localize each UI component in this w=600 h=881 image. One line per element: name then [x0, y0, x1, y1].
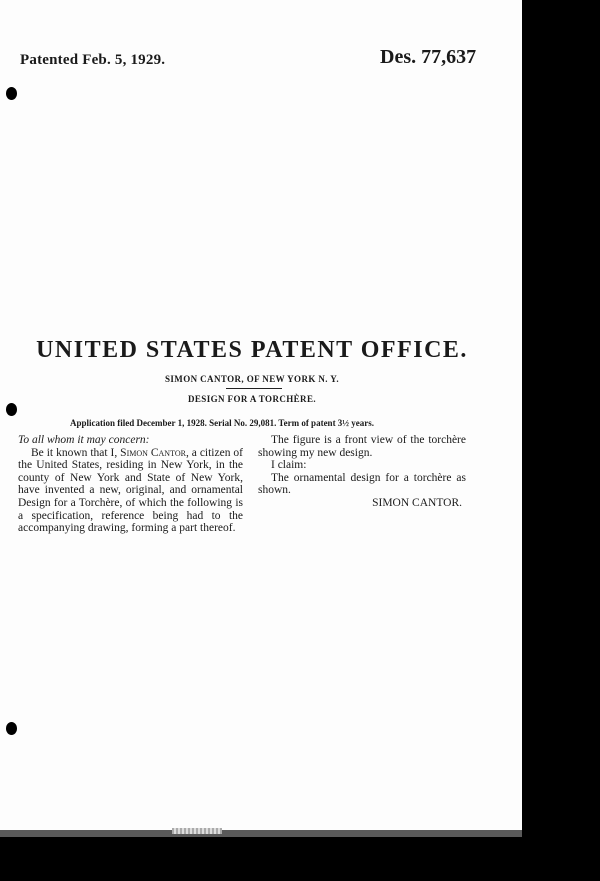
specification-paragraph: Be it known that I, Simon Cantor, a citizen of the United States, residing in New York, in the county of New York and State of New York, have invented a new, original, and ornamental Design for a Torchère, of which the following is a specification, reference being had to the accompanying drawing, forming a part thereof.	[18, 446, 243, 535]
scan-border-bottom	[0, 837, 600, 881]
design-title: DESIGN FOR A TORCHÈRE.	[188, 394, 316, 404]
inventor-name: Simon Cantor	[120, 446, 186, 459]
scan-border-right	[522, 0, 600, 881]
punch-hole-top	[6, 87, 17, 100]
inventor-line: SIMON CANTOR, OF NEW YORK N. Y.	[165, 374, 339, 384]
signature: SIMON CANTOR.	[372, 496, 462, 509]
claim-intro: I claim:	[271, 459, 307, 472]
design-number: Des. 77,637	[380, 46, 477, 68]
patent-date: Patented Feb. 5, 1929.	[20, 52, 166, 68]
title-rule	[226, 388, 282, 389]
left-column	[18, 434, 243, 535]
salutation: To all whom it may concern:	[18, 434, 150, 446]
punch-hole-middle	[6, 403, 17, 416]
scan-shadow-bottom	[0, 830, 522, 837]
figure-description: The figure is a front view of the torchère showing my new design.	[258, 434, 466, 459]
page-title: UNITED STATES PATENT OFFICE.	[36, 337, 468, 363]
claim-text: The ornamental design for a torchère as shown.	[258, 471, 466, 497]
punch-hole-bottom	[6, 722, 17, 735]
scan-smudge	[172, 828, 222, 834]
application-line: Application filed December 1, 1928. Serial No. 29,081. Term of patent 3½ years.	[70, 418, 375, 428]
right-column	[258, 434, 466, 510]
